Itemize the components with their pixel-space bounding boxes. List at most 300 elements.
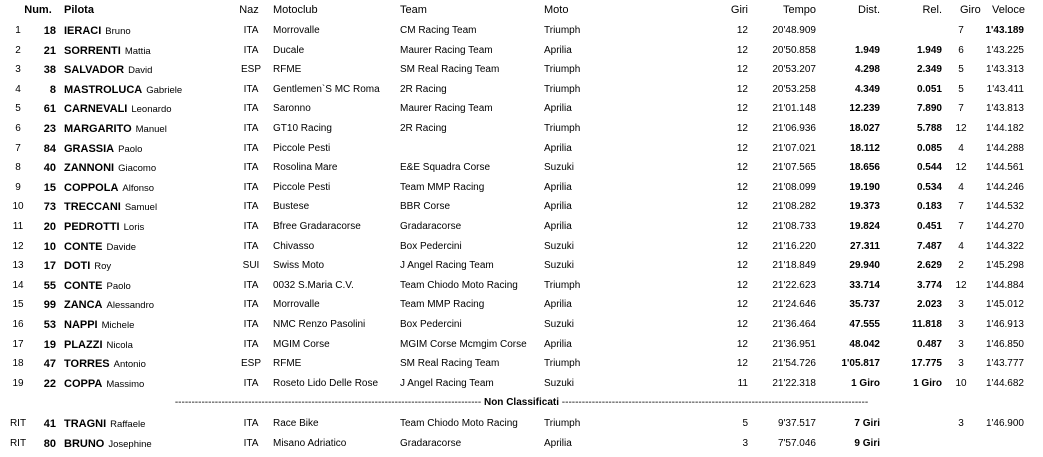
relative-gap-cell: 7.487 — [916, 241, 942, 252]
nation-cell: ITA — [243, 280, 259, 291]
header-giro: Giro — [960, 4, 981, 16]
laps-cell: 12 — [736, 103, 748, 114]
best-lap-number-cell: 5 — [958, 84, 964, 95]
team-cell: SM Real Racing Team — [400, 64, 500, 75]
rider-name-cell — [64, 217, 240, 237]
rider-name-cell — [64, 434, 240, 454]
laps-cell: 12 — [736, 260, 748, 271]
rider-number-cell: 18 — [43, 25, 56, 37]
time-cell: 21'06.936 — [772, 123, 816, 134]
motoclub-cell: Ducale — [273, 45, 305, 56]
rider-firstname: Bruno — [105, 26, 131, 37]
team-cell: 2R Racing — [400, 84, 447, 95]
relative-gap-cell: 17.775 — [911, 358, 942, 369]
nation-cell: ITA — [243, 103, 259, 114]
motoclub-cell: Swiss Moto — [273, 260, 325, 271]
bike-cell: Aprilia — [544, 339, 572, 350]
position-cell: 16 — [12, 319, 24, 330]
rider-number-cell: 61 — [43, 103, 56, 115]
rider-number-cell: 40 — [43, 162, 56, 174]
relative-gap-cell: 11.818 — [911, 319, 942, 330]
motoclub-cell: GT10 Racing — [273, 123, 332, 134]
team-cell: E&E Squadra Corse — [400, 162, 491, 173]
best-lap-time-cell: 1'43.189 — [985, 25, 1024, 36]
gap-cell: 19.824 — [849, 221, 880, 232]
bike-cell: Suzuki — [544, 241, 575, 252]
best-lap-time-cell: 1'44.288 — [985, 143, 1024, 154]
rider-name-cell — [64, 80, 240, 100]
rider-number-cell: 15 — [43, 182, 56, 194]
time-cell: 21'07.565 — [772, 162, 816, 173]
nation-cell: ITA — [243, 241, 259, 252]
nation-cell: ESP — [240, 358, 261, 369]
rider-firstname: Loris — [123, 222, 145, 233]
laps-cell: 5 — [742, 418, 748, 429]
rider-surname: CONTE — [64, 280, 103, 292]
rider-firstname: Leonardo — [131, 104, 172, 115]
rider-surname: DOTI — [64, 260, 91, 272]
gap-cell: 12.239 — [849, 103, 880, 114]
table-row — [0, 99, 1043, 119]
best-lap-number-cell: 2 — [958, 260, 964, 271]
rider-firstname: Alfonso — [122, 183, 155, 194]
best-lap-number-cell: 4 — [958, 182, 964, 193]
rider-surname: PLAZZI — [64, 339, 103, 351]
team-cell: Team MMP Racing — [400, 299, 485, 310]
rider-number-cell: 73 — [43, 201, 56, 213]
best-lap-time-cell: 1'46.900 — [985, 418, 1024, 429]
table-row — [0, 256, 1043, 276]
position-cell: 9 — [15, 182, 21, 193]
nation-cell: ITA — [243, 143, 259, 154]
relative-gap-cell: 0.487 — [916, 339, 942, 350]
position-cell: 17 — [12, 339, 24, 350]
rider-firstname: Michele — [101, 320, 135, 331]
best-lap-number-cell: 12 — [955, 280, 967, 291]
rider-firstname: Josephine — [108, 439, 152, 450]
rider-name-cell — [64, 276, 240, 296]
rider-number-cell: 38 — [43, 64, 56, 76]
team-cell: Maurer Racing Team — [400, 103, 493, 114]
table-row — [0, 295, 1043, 315]
divider-label: Non Classificati — [481, 397, 562, 408]
rider-name-cell — [64, 158, 240, 178]
rider-firstname: Paolo — [106, 281, 131, 292]
best-lap-time-cell — [980, 434, 1024, 454]
rider-surname: SORRENTI — [64, 45, 121, 57]
motoclub-cell: Roseto Lido Delle Rose — [273, 378, 379, 389]
rider-number-cell: 21 — [43, 45, 56, 57]
table-row — [0, 178, 1043, 198]
best-lap-number-cell: 3 — [958, 299, 964, 310]
rider-number-cell: 55 — [43, 280, 56, 292]
rider-firstname: Antonio — [113, 359, 146, 370]
rider-name-cell — [64, 139, 240, 159]
motoclub-cell: Gentlemen`S MC Roma — [273, 84, 380, 95]
time-cell: 21'54.726 — [772, 358, 816, 369]
relative-gap-cell: 1.949 — [916, 45, 942, 56]
position-cell: RIT — [9, 418, 27, 429]
header-dist: Dist. — [858, 4, 880, 16]
time-cell: 21'36.951 — [772, 339, 816, 350]
table-row — [0, 335, 1043, 355]
position-cell: 3 — [15, 64, 21, 75]
team-cell: Box Pedercini — [400, 319, 462, 330]
laps-cell: 12 — [736, 299, 748, 310]
best-lap-time-cell: 1'44.322 — [985, 241, 1024, 252]
nation-cell: ITA — [243, 123, 259, 134]
best-lap-number-cell: 3 — [958, 358, 964, 369]
rider-firstname: Giacomo — [118, 163, 157, 174]
table-row — [0, 217, 1043, 237]
header-rel: Rel. — [922, 4, 942, 16]
best-lap-number-cell — [948, 434, 974, 454]
laps-cell: 12 — [736, 162, 748, 173]
team-cell: Team Chiodo Moto Racing — [400, 418, 518, 429]
rider-surname: MASTROLUCA — [64, 84, 143, 96]
laps-cell: 12 — [736, 45, 748, 56]
relative-gap-cell — [886, 414, 942, 434]
team-cell: SM Real Racing Team — [400, 358, 500, 369]
best-lap-time-cell: 1'46.913 — [985, 319, 1024, 330]
gap-cell — [822, 21, 880, 41]
gap-cell: 33.714 — [849, 280, 880, 291]
rider-number-cell: 23 — [43, 123, 56, 135]
rider-surname: COPPA — [64, 378, 103, 390]
gap-cell: 1 Giro — [851, 378, 880, 389]
bike-cell: Aprilia — [544, 221, 572, 232]
position-cell: 11 — [12, 221, 24, 232]
relative-gap-cell: 3.774 — [916, 280, 942, 291]
laps-cell: 12 — [736, 241, 748, 252]
header-moto: Moto — [544, 4, 569, 16]
nation-cell: ITA — [243, 84, 259, 95]
position-cell: 10 — [12, 201, 24, 212]
rider-number-cell: 10 — [43, 241, 56, 253]
gap-cell: 27.311 — [849, 241, 880, 252]
table-row — [0, 414, 1043, 434]
time-cell: 20'48.909 — [772, 25, 816, 36]
nation-cell: ITA — [243, 25, 259, 36]
bike-cell: Suzuki — [544, 162, 575, 173]
rider-name-cell — [64, 237, 240, 257]
gap-cell: 19.190 — [849, 182, 880, 193]
best-lap-time-cell: 1'46.850 — [985, 339, 1024, 350]
relative-gap-cell: 5.788 — [916, 123, 942, 134]
rider-number-cell: 80 — [43, 438, 56, 450]
motoclub-cell: Piccole Pesti — [273, 182, 331, 193]
table-row — [0, 119, 1043, 139]
rider-name-cell — [64, 197, 240, 217]
best-lap-number-cell: 12 — [955, 162, 967, 173]
table-row — [0, 60, 1043, 80]
header-motoclub: Motoclub — [273, 4, 318, 16]
position-cell: 19 — [12, 378, 24, 389]
position-cell: 14 — [12, 280, 24, 291]
nation-cell: ITA — [243, 299, 259, 310]
table-row — [0, 21, 1043, 41]
rider-name-cell — [64, 315, 240, 335]
time-cell: 20'50.858 — [772, 45, 816, 56]
header-veloce: Veloce — [992, 4, 1026, 16]
rider-firstname: Roy — [94, 261, 112, 272]
best-lap-number-cell: 12 — [955, 123, 967, 134]
laps-cell: 12 — [736, 25, 748, 36]
best-lap-number-cell: 7 — [958, 221, 964, 232]
laps-cell: 12 — [736, 221, 748, 232]
rider-surname: MARGARITO — [64, 123, 132, 135]
motoclub-cell: Misano Adriatico — [273, 438, 347, 449]
header-row — [0, 0, 1043, 22]
nation-cell: ITA — [243, 319, 259, 330]
team-cell: Gradaracorse — [400, 221, 462, 232]
relative-gap-cell: 1 Giro — [913, 378, 942, 389]
rider-number-cell: 99 — [43, 299, 56, 311]
rider-surname: TRECCANI — [64, 201, 121, 213]
bike-cell: Aprilia — [544, 299, 572, 310]
gap-cell: 4.349 — [854, 84, 880, 95]
team-cell: 2R Racing — [400, 123, 447, 134]
table-row — [0, 374, 1043, 394]
bike-cell: Suzuki — [544, 260, 575, 271]
header-team: Team — [400, 4, 427, 16]
position-cell: 8 — [15, 162, 21, 173]
best-lap-time-cell: 1'44.884 — [985, 280, 1024, 291]
nation-cell: ITA — [243, 438, 259, 449]
relative-gap-cell: 0.544 — [916, 162, 942, 173]
relative-gap-cell: 0.085 — [916, 143, 942, 154]
header-giri: Giri — [730, 4, 748, 16]
laps-cell: 12 — [736, 339, 748, 350]
gap-cell: 29.940 — [849, 260, 880, 271]
motoclub-cell: 0032 S.Maria C.V. — [273, 280, 354, 291]
best-lap-time-cell: 1'43.777 — [985, 358, 1024, 369]
best-lap-number-cell: 6 — [958, 45, 964, 56]
table-row — [0, 139, 1043, 159]
position-cell: 2 — [15, 45, 21, 56]
best-lap-time-cell: 1'43.225 — [985, 45, 1024, 56]
gap-cell: 18.027 — [849, 123, 880, 134]
position-cell: 1 — [15, 25, 21, 36]
bike-cell: Suzuki — [544, 378, 575, 389]
best-lap-time-cell: 1'44.270 — [985, 221, 1024, 232]
rider-firstname: David — [128, 65, 153, 76]
rider-number-cell: 47 — [43, 358, 56, 370]
rider-surname: BRUNO — [64, 438, 105, 450]
gap-cell: 48.042 — [849, 339, 880, 350]
table-row — [0, 41, 1043, 61]
gap-cell: 1'05.817 — [841, 358, 880, 369]
nation-cell: SUI — [242, 260, 260, 271]
time-cell: 9'37.517 — [777, 418, 816, 429]
rider-name-cell — [64, 99, 240, 119]
rider-name-cell — [64, 374, 240, 394]
time-cell: 21'36.464 — [772, 319, 816, 330]
bike-cell: Triumph — [544, 123, 581, 134]
rider-firstname: Alessandro — [106, 300, 155, 311]
header-pilota: Pilota — [64, 4, 94, 16]
non-classified-divider — [0, 393, 1043, 413]
motoclub-cell: Morrovalle — [273, 299, 320, 310]
rider-name-cell — [64, 178, 240, 198]
team-cell: J Angel Racing Team — [400, 378, 494, 389]
best-lap-number-cell: 10 — [955, 378, 967, 389]
nation-cell: ITA — [243, 201, 259, 212]
rider-surname: NAPPI — [64, 319, 98, 331]
gap-cell: 18.112 — [849, 143, 880, 154]
rider-surname: TRAGNI — [64, 418, 107, 430]
best-lap-time-cell: 1'43.813 — [985, 103, 1024, 114]
motoclub-cell: Piccole Pesti — [273, 143, 331, 154]
time-cell: 21'24.646 — [772, 299, 816, 310]
relative-gap-cell: 2.023 — [916, 299, 942, 310]
table-row — [0, 315, 1043, 335]
motoclub-cell: Saronno — [273, 103, 311, 114]
team-cell: Maurer Racing Team — [400, 45, 493, 56]
laps-cell: 12 — [736, 280, 748, 291]
rider-name-cell — [64, 295, 240, 315]
laps-cell: 12 — [736, 182, 748, 193]
time-cell: 21'08.282 — [772, 201, 816, 212]
position-cell: 15 — [12, 299, 24, 310]
relative-gap-cell — [886, 21, 942, 41]
motoclub-cell: Bustese — [273, 201, 310, 212]
gap-cell: 18.656 — [849, 162, 880, 173]
table-row — [0, 276, 1043, 296]
rider-number-cell: 22 — [43, 378, 56, 390]
rider-name-cell — [64, 256, 240, 276]
table-row — [0, 80, 1043, 100]
rider-surname: IERACI — [64, 25, 102, 37]
rider-surname: CONTE — [64, 241, 103, 253]
bike-cell: Triumph — [544, 280, 581, 291]
laps-cell: 12 — [736, 143, 748, 154]
gap-cell: 4.298 — [854, 64, 880, 75]
nation-cell: ITA — [243, 182, 259, 193]
rider-surname: SALVADOR — [64, 64, 125, 76]
laps-cell: 12 — [736, 64, 748, 75]
best-lap-time-cell: 1'44.682 — [985, 378, 1024, 389]
bike-cell: Aprilia — [544, 103, 572, 114]
bike-cell: Triumph — [544, 358, 581, 369]
nation-cell: ESP — [240, 64, 261, 75]
table-row — [0, 237, 1043, 257]
best-lap-time-cell: 1'43.313 — [985, 64, 1024, 75]
position-cell: 7 — [15, 143, 21, 154]
time-cell: 21'16.220 — [772, 241, 816, 252]
header-num: Num. — [24, 4, 52, 16]
rider-firstname: Paolo — [118, 144, 143, 155]
best-lap-time-cell: 1'44.561 — [985, 162, 1024, 173]
table-row — [0, 354, 1043, 374]
team-cell: BBR Corse — [400, 201, 451, 212]
laps-cell: 12 — [736, 123, 748, 134]
team-cell: Team MMP Racing — [400, 182, 485, 193]
time-cell: 7'57.046 — [777, 438, 816, 449]
time-cell: 21'22.623 — [772, 280, 816, 291]
relative-gap-cell: 0.183 — [916, 201, 942, 212]
bike-cell: Aprilia — [544, 438, 572, 449]
time-cell: 20'53.258 — [772, 84, 816, 95]
team-cell: CM Racing Team — [400, 25, 477, 36]
bike-cell: Triumph — [544, 84, 581, 95]
motoclub-cell: Morrovalle — [273, 25, 320, 36]
motoclub-cell: Race Bike — [273, 418, 319, 429]
best-lap-time-cell: 1'44.532 — [985, 201, 1024, 212]
time-cell: 21'08.733 — [772, 221, 816, 232]
team-cell: J Angel Racing Team — [400, 260, 494, 271]
relative-gap-cell: 2.349 — [916, 64, 942, 75]
rider-surname: TORRES — [64, 358, 110, 370]
bike-cell: Triumph — [544, 418, 581, 429]
rider-firstname: Massimo — [106, 379, 145, 390]
gap-cell: 1.949 — [854, 45, 880, 56]
rider-number-cell: 19 — [43, 339, 56, 351]
rider-number-cell: 41 — [43, 418, 56, 430]
header-naz: Naz — [239, 4, 259, 16]
bike-cell: Triumph — [544, 64, 581, 75]
position-cell: 6 — [15, 123, 21, 134]
rider-number-cell: 53 — [43, 319, 56, 331]
table-row — [0, 158, 1043, 178]
nation-cell: ITA — [243, 162, 259, 173]
table-row — [0, 434, 1043, 454]
team-cell: MGIM Corse Mcmgim Corse — [400, 339, 527, 350]
rider-firstname: Davide — [106, 242, 137, 253]
nation-cell: ITA — [243, 339, 259, 350]
rider-name-cell — [64, 354, 240, 374]
rider-number-cell: 84 — [43, 143, 56, 155]
rider-surname: GRASSIA — [64, 143, 115, 155]
divider-right-dashes: -------------------------------------------------------------------------------------------- — [561, 397, 869, 408]
nation-cell: ITA — [243, 418, 259, 429]
motoclub-cell: RFME — [273, 358, 302, 369]
gap-cell: 47.555 — [849, 319, 880, 330]
rider-name-cell — [64, 21, 240, 41]
relative-gap-cell: 0.051 — [916, 84, 942, 95]
gap-cell: 7 Giri — [854, 418, 880, 429]
rider-name-cell — [64, 414, 240, 434]
best-lap-time-cell: 1'43.411 — [986, 84, 1024, 95]
time-cell: 21'08.099 — [772, 182, 816, 193]
position-cell: 4 — [15, 84, 21, 95]
laps-cell: 12 — [736, 319, 748, 330]
time-cell: 21'18.849 — [772, 260, 816, 271]
relative-gap-cell — [886, 434, 942, 454]
bike-cell: Aprilia — [544, 182, 572, 193]
best-lap-number-cell: 4 — [958, 143, 964, 154]
time-cell: 21'07.021 — [772, 143, 816, 154]
table-row — [0, 197, 1043, 217]
divider-left-dashes: -------------------------------------------------------------------------------------------- — [174, 397, 482, 408]
rider-surname: CARNEVALI — [64, 103, 128, 115]
best-lap-number-cell: 3 — [958, 339, 964, 350]
rider-name-cell — [64, 335, 240, 355]
rider-firstname: Manuel — [135, 124, 167, 135]
best-lap-time-cell: 1'44.182 — [985, 123, 1024, 134]
motoclub-cell: Rosolina Mare — [273, 162, 338, 173]
gap-cell: 19.373 — [849, 201, 880, 212]
team-cell: Box Pedercini — [400, 241, 462, 252]
rider-surname: COPPOLA — [64, 182, 119, 194]
best-lap-number-cell: 7 — [958, 103, 964, 114]
rider-number-cell: 8 — [49, 84, 56, 96]
best-lap-number-cell: 3 — [958, 418, 964, 429]
best-lap-time-cell: 1'45.012 — [985, 299, 1024, 310]
relative-gap-cell: 0.451 — [916, 221, 942, 232]
motoclub-cell: Chivasso — [273, 241, 315, 252]
rider-firstname: Mattia — [124, 46, 151, 57]
